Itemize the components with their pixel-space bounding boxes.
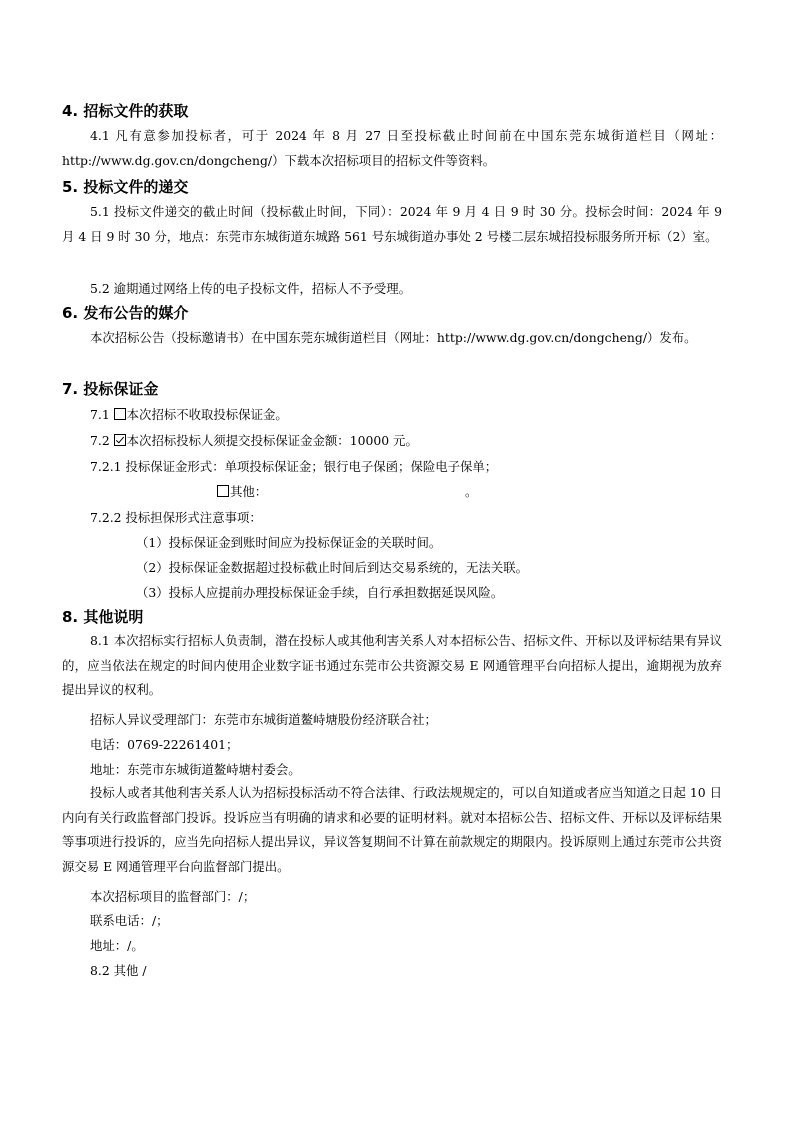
item-7-1-text: 本次招标不收取投标保证金。: [126, 407, 288, 422]
section-8-heading: 8. 其他说明: [62, 608, 144, 626]
item-7-2-number: 7.2: [90, 433, 110, 448]
item-8-2: 8.2 其他 /: [90, 963, 147, 978]
item-7-2-1: 7.2.1 投标保证金形式：单项投标保证金；银行电子保函；保险电子保单；: [90, 459, 498, 474]
item-7-2-2: 7.2.2 投标担保形式注意事项：: [90, 510, 262, 525]
objection-dept: 招标人异议受理部门：东莞市东城街道鳌峙塘股份经济联合社；: [90, 712, 437, 727]
checked-checkbox-icon: [114, 434, 126, 446]
complaint-paragraph: 投标人或者其他利害关系人认为招标投标活动不符合法律、行政法规规定的，可以自知道或者应当知道之日起 10 日内向有关行政监督部门投诉。投诉应当有明确的请求和必要的证明材料。就对本招标公告、招标文件、开标以及评标结果等事项进行投诉的，应当先向招标人提出异议，异议答复期间不计算在前款规定的期限内。投诉原则上通过东莞市公共资源交易 E 网通管理平台向监督部门提出。: [62, 785, 722, 874]
item-7-1: [90, 406, 288, 424]
section-5-2-paragraph: 5.2 逾期通过网络上传的电子投标文件，招标人不予受理。: [90, 281, 412, 296]
item-7-2-1-other-label: 其他：: [230, 484, 268, 499]
section-6-paragraph: 本次招标公告（投标邀请书）在中国东莞东城街道栏目（网址：http://www.dg.gov.cn/dongcheng/）发布。: [90, 330, 697, 345]
section-4-heading: 4. 招标文件的获取: [62, 102, 189, 120]
section-5-heading: 5. 投标文件的递交: [62, 178, 189, 196]
section-5-1-paragraph: 5.1 投标文件递交的截止时间（投标截止时间，下同）：2024 年 9 月 4 日 9 时 30 分。投标会时间：2024 年 9 月 4 日 9 时 30 分，地点：东莞市东城街道东城路 561 号东城街道办事处 2 号楼二层东城招投标服务所开标（2）室。: [62, 204, 722, 244]
section-7-heading: 7. 投标保证金: [62, 380, 159, 398]
unchecked-checkbox-icon: [114, 408, 126, 420]
note-1: （1）投标保证金到账时间应为投标保证金的关联时间。: [136, 535, 442, 550]
item-7-2-1-other: [217, 483, 267, 501]
note-3: （3）投标人应提前办理投标保证金手续，自行承担数据延误风险。: [136, 585, 504, 600]
item-7-2: [90, 432, 418, 450]
objection-address: 地址：东莞市东城街道鳌峙塘村委会。: [90, 762, 301, 777]
item-7-2-text: 本次招标投标人须提交投标保证金金额：10000 元。: [126, 433, 418, 448]
note-2: （2）投标保证金数据超过投标截止时间后到达交易系统的，无法关联。: [136, 560, 528, 575]
section-4-1-paragraph: 4.1 凡有意参加投标者，可于 2024 年 8 月 27 日至投标截止时间前在中国东莞东城街道栏目（网址：http://www.dg.gov.cn/dongcheng/）下载本次招标项目的招标文件等资料。: [62, 128, 722, 168]
item-7-1-number: 7.1: [90, 407, 110, 422]
supervision-dept: 本次招标项目的监督部门：/；: [90, 889, 256, 904]
supervision-address: 地址：/。: [90, 938, 144, 953]
section-6-heading: 6. 发布公告的媒介: [62, 304, 189, 322]
section-8-1-paragraph: 8.1 本次招标实行招标人负责制，潜在投标人或其他利害关系人对本招标公告、招标文件、开标以及评标结果有异议的，应当依法在规定的时间内使用企业数字证书通过东莞市公共资源交易 E 网通管理平台向招标人提出，逾期视为放弃提出异议的权利。: [62, 633, 722, 697]
objection-phone: 电话：0769-22261401；: [90, 737, 239, 752]
supervision-phone: 联系电话：/；: [90, 913, 169, 928]
item-7-2-1-other-end: 。: [465, 484, 478, 499]
unchecked-checkbox-icon: [217, 485, 229, 497]
